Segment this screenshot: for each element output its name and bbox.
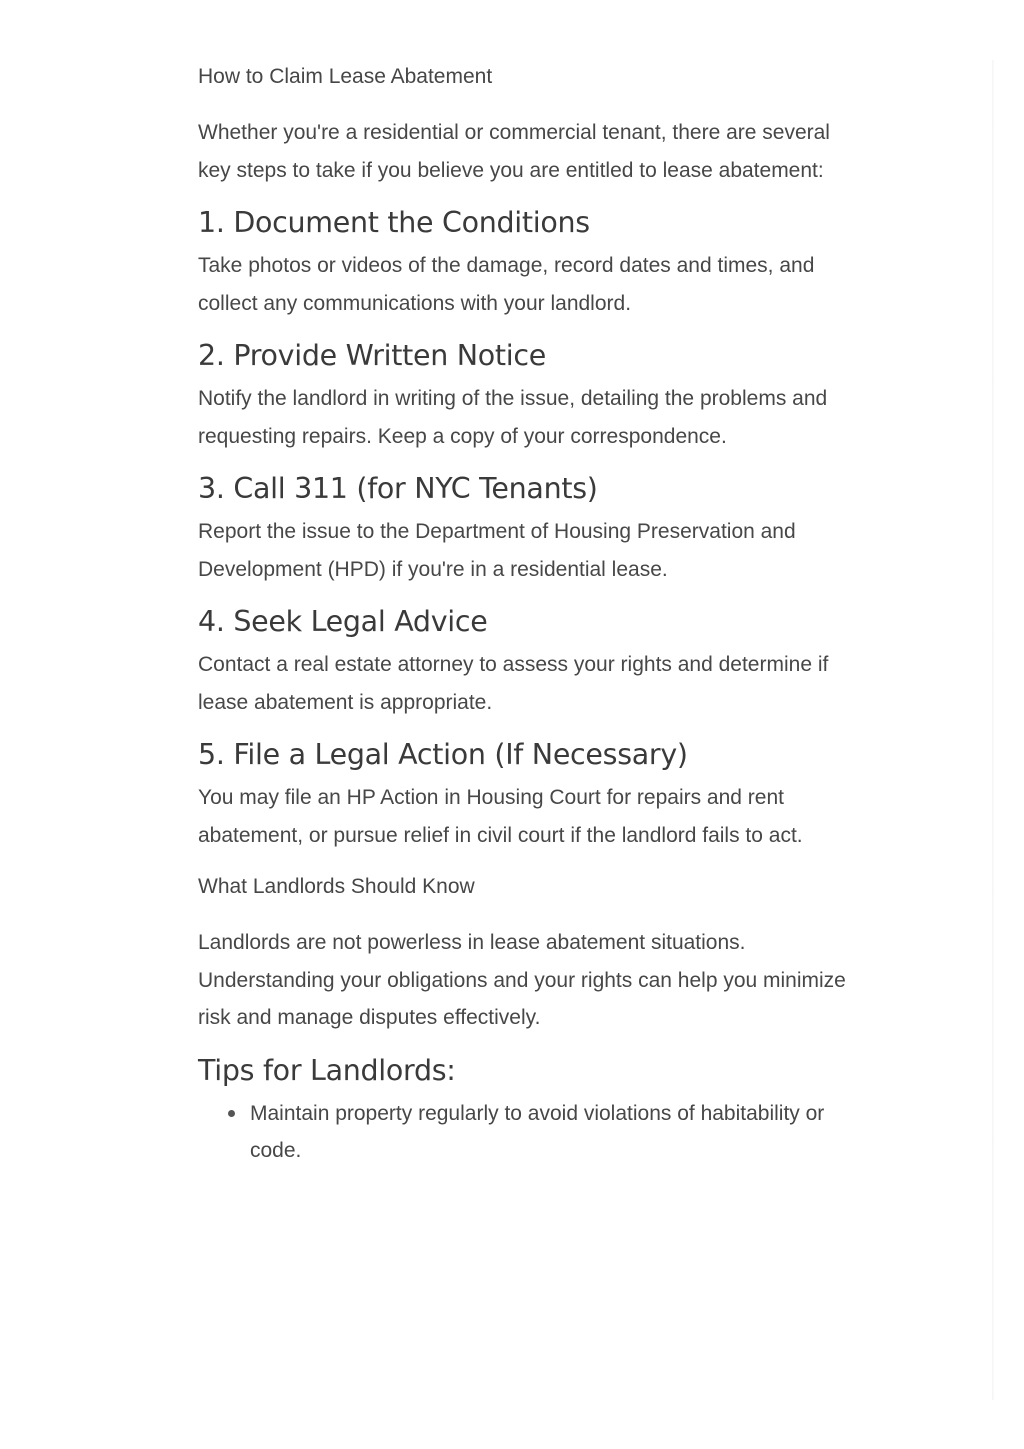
tips-list bbox=[198, 1095, 858, 1169]
tips-heading: Tips for Landlords: bbox=[198, 1053, 456, 1087]
bullet-icon bbox=[228, 1110, 235, 1117]
step-2 bbox=[198, 336, 858, 455]
step-heading: 5. File a Legal Action (If Necessary) bbox=[198, 738, 688, 771]
step-heading: 1. Document the Conditions bbox=[198, 206, 590, 239]
step-3 bbox=[198, 469, 858, 588]
step-1 bbox=[198, 203, 858, 322]
section-label-claim: How to Claim Lease Abatement bbox=[198, 65, 493, 88]
step-text: Report the issue to the Department of Housing Preservation and Development (HPD) if you're in a residential lease. bbox=[198, 520, 796, 581]
page-edge-shadow bbox=[992, 60, 994, 1400]
tip-text: Maintain property regularly to avoid violations of habitability or code. bbox=[250, 1101, 825, 1162]
step-heading: 4. Seek Legal Advice bbox=[198, 605, 488, 638]
landlords-paragraph: Landlords are not powerless in lease abatement situations. Understanding your obligations and your rights can help you minimize risk and manage disputes effectively. bbox=[198, 931, 846, 1029]
step-text: Notify the landlord in writing of the issue, detailing the problems and requesting repairs. Keep a copy of your correspondence. bbox=[198, 387, 828, 448]
intro-paragraph: Whether you're a residential or commercial tenant, there are several key steps to take if you believe you are entitled to lease abatement: bbox=[198, 121, 830, 182]
step-text: Contact a real estate attorney to assess your rights and determine if lease abatement is appropriate. bbox=[198, 653, 829, 714]
list-item bbox=[250, 1095, 858, 1169]
step-heading: 3. Call 311 (for NYC Tenants) bbox=[198, 472, 598, 505]
step-4 bbox=[198, 602, 858, 721]
step-text: You may file an HP Action in Housing Court for repairs and rent abatement, or pursue relief in civil court if the landlord fails to act. bbox=[198, 786, 803, 847]
step-heading: 2. Provide Written Notice bbox=[198, 339, 547, 372]
article-body bbox=[198, 58, 858, 1169]
section-label-landlords: What Landlords Should Know bbox=[198, 875, 475, 898]
step-text: Take photos or videos of the damage, record dates and times, and collect any communications with your landlord. bbox=[198, 254, 815, 315]
step-5 bbox=[198, 735, 858, 854]
